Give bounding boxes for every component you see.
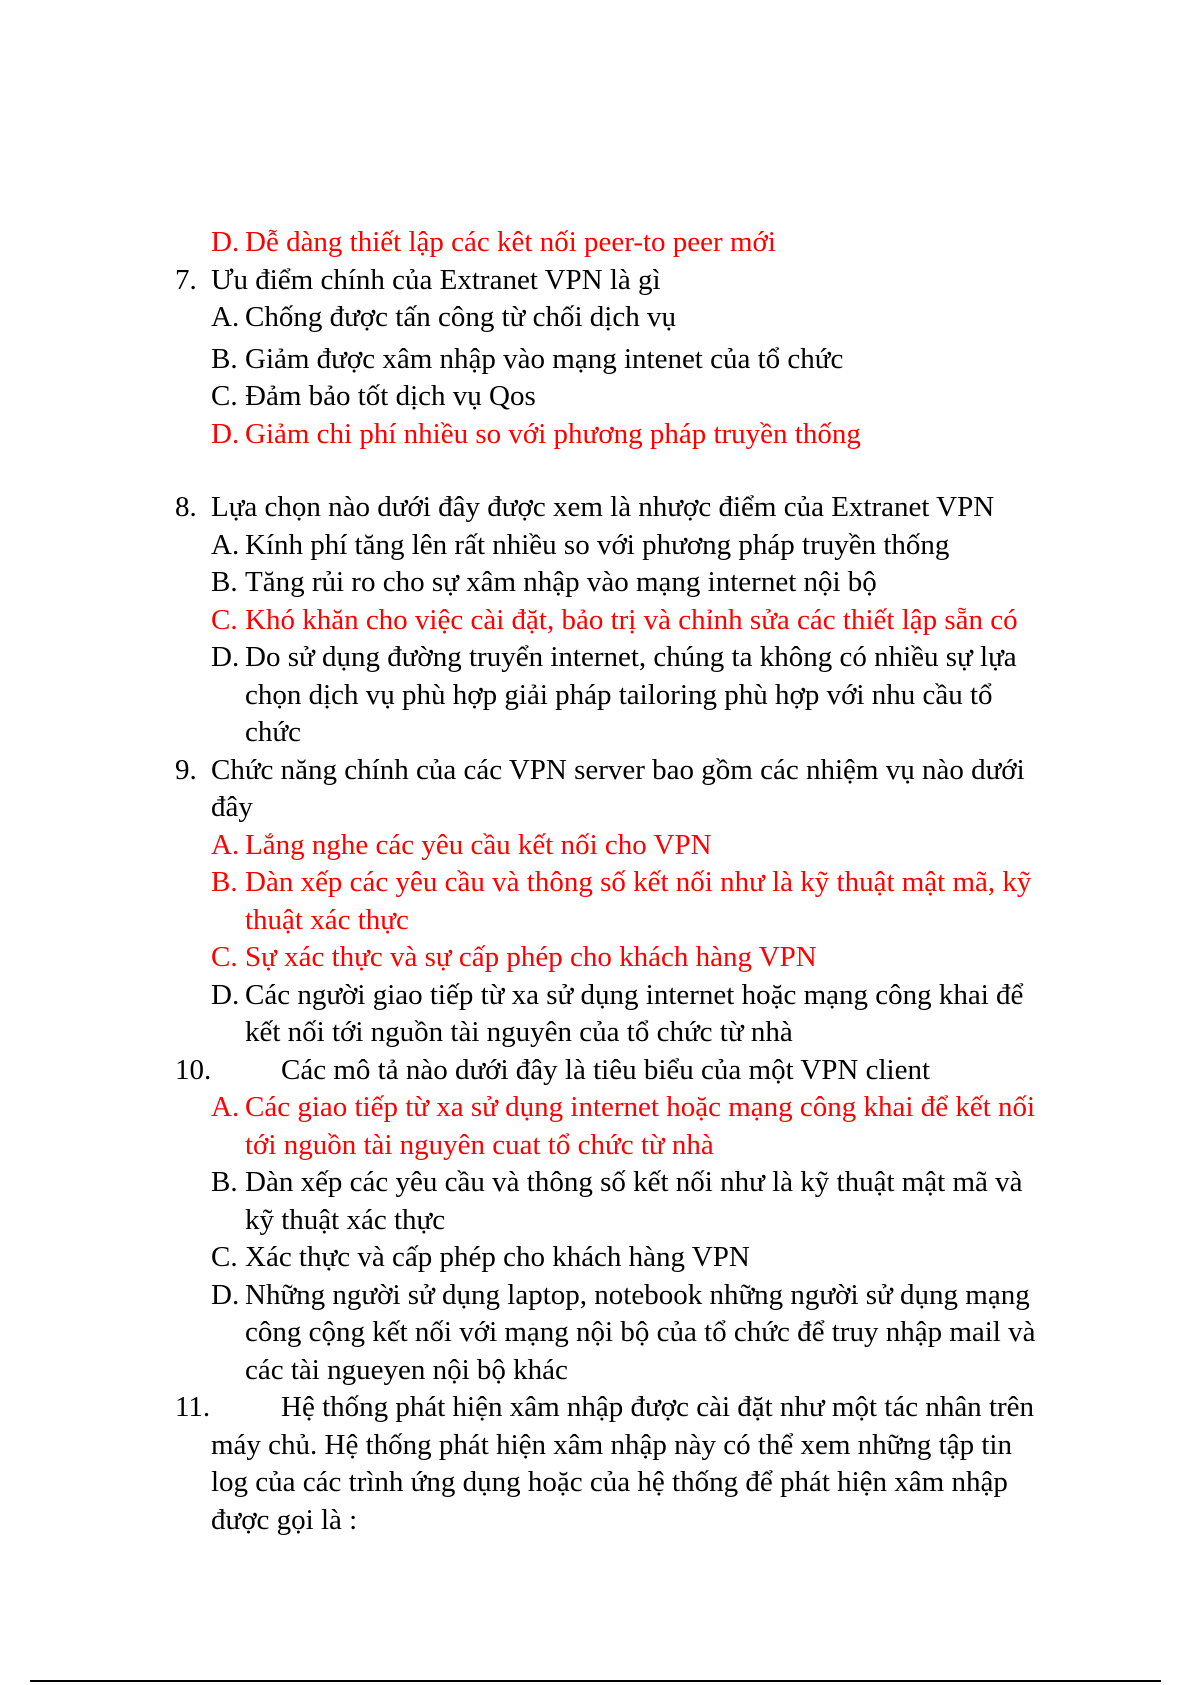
prev-question-option-d (175, 224, 1055, 262)
question-number: 8. (175, 491, 197, 523)
q10-option-d (175, 1277, 1055, 1390)
q7-option-b (175, 341, 1055, 379)
option-text: Chống được tấn công từ chối dịch vụ (245, 301, 676, 333)
option-text: Giảm chi phí nhiều so với phương pháp truyền thống (245, 417, 861, 450)
option-label: D. (211, 978, 240, 1011)
page-bottom-divider (30, 1680, 1161, 1682)
question-number: 9. (175, 753, 197, 786)
option-label: B. (211, 566, 238, 598)
question-number: 11. (175, 1391, 211, 1423)
q8-option-d (175, 639, 1055, 752)
option-text: Đảm bảo tốt dịch vụ Qos (245, 380, 536, 412)
option-label: D. (211, 641, 240, 673)
question-11 (175, 1389, 1055, 1539)
question-number: 7. (175, 263, 197, 296)
option-label: D. (211, 1278, 240, 1311)
q7-option-d (175, 416, 1055, 454)
question-10 (175, 1052, 1055, 1090)
option-text: Dàn xếp các yêu cầu và thông số kết nối như là kỹ thuật mật mã và kỹ thuật xác thực (245, 1166, 1023, 1236)
q8-option-c (175, 602, 1055, 640)
question-text: Các mô tả nào dưới đây là tiêu biểu của một VPN client (281, 1053, 931, 1086)
q9-option-a (175, 827, 1055, 865)
document-content (175, 224, 1055, 1539)
option-text: Dễ dàng thiết lập các kêt nối peer-to peer mới (245, 226, 776, 258)
q10-option-c (175, 1239, 1055, 1277)
option-text: Lắng nghe các yêu cầu kết nối cho VPN (245, 828, 712, 861)
option-label: A. (211, 528, 240, 561)
q9-option-d (175, 977, 1055, 1052)
q7-option-a (175, 299, 1055, 337)
option-label: C. (211, 380, 238, 412)
question-8 (175, 489, 1055, 527)
q8-option-b (175, 564, 1055, 602)
q7-option-c (175, 378, 1055, 416)
question-text: Chức năng chính của các VPN server bao gồm các nhiệm vụ nào dưới đây (211, 753, 1025, 823)
question-7 (175, 262, 1055, 300)
option-label: C. (211, 603, 238, 636)
option-text: Sự xác thực và sự cấp phép cho khách hàng VPN (245, 941, 817, 973)
option-label: C. (211, 1241, 238, 1273)
q9-option-b (175, 864, 1055, 939)
question-text-rest: trên máy chủ. Hệ thống phát hiện xâm nhập này có thể xem những tập tin log của các trình ứng dụng hoặc của hệ thống để phát hiện xâm nhập được gọi là : (211, 1391, 1035, 1536)
q10-option-a (175, 1089, 1055, 1164)
option-label: B. (211, 1166, 238, 1198)
question-9 (175, 752, 1055, 827)
option-text: Khó khăn cho việc cài đặt, bảo trị và chỉnh sửa các thiết lập sẵn có (245, 603, 1018, 636)
option-label: D. (211, 226, 240, 258)
option-label: D. (211, 417, 240, 450)
question-text: Lựa chọn nào dưới đây được xem là nhược điểm của Extranet VPN (211, 491, 995, 523)
option-text: Dàn xếp các yêu cầu và thông số kết nối như là kỹ thuật mật mã, kỹ thuật xác thực (245, 866, 1032, 936)
option-text: Do sử dụng đường truyển internet, chúng ta không có nhiều sự lựa chọn dịch vụ phù hợp giải pháp tailoring phù hợp với nhu cầu tổ chức (245, 641, 1017, 748)
q10-option-b (175, 1164, 1055, 1239)
option-text: Tăng rủi ro cho sự xâm nhập vào mạng internet nội bộ (245, 566, 877, 598)
q9-option-c (175, 939, 1055, 977)
option-label: B. (211, 866, 238, 898)
spacer (175, 453, 1055, 489)
option-text: Xác thực và cấp phép cho khách hàng VPN (245, 1241, 750, 1273)
option-label: C. (211, 941, 238, 973)
q8-option-a (175, 527, 1055, 565)
question-number: 10. (175, 1053, 212, 1086)
question-text: Ưu điểm chính của Extranet VPN là gì (211, 263, 661, 296)
question-text-first: Hệ thống phát hiện xâm nhập được cài đặt như một tác nhân (281, 1391, 982, 1423)
option-label: A. (211, 828, 240, 861)
option-text: Kính phí tăng lên rất nhiều so với phương pháp truyền thống (245, 528, 950, 561)
option-text: Những người sử dụng laptop, notebook những người sử dụng mạng công cộng kết nối với mạng nội bộ của tổ chức để truy nhập mail và các tài ngueyen nội bộ khác (245, 1278, 1036, 1386)
option-text: Các người giao tiếp từ xa sử dụng internet hoặc mạng công khai để kết nối tới nguồn tài nguyên của tổ chức từ nhà (245, 978, 1024, 1048)
option-text: Các giao tiếp từ xa sử dụng internet hoặc mạng công khai để kết nối tới nguồn tài nguyên cuat tổ chức từ nhà (245, 1091, 1036, 1161)
option-label: B. (211, 342, 238, 375)
option-label: A. (211, 301, 240, 333)
option-text: Giảm được xâm nhập vào mạng intenet của tổ chức (245, 342, 844, 375)
option-label: A. (211, 1091, 240, 1123)
